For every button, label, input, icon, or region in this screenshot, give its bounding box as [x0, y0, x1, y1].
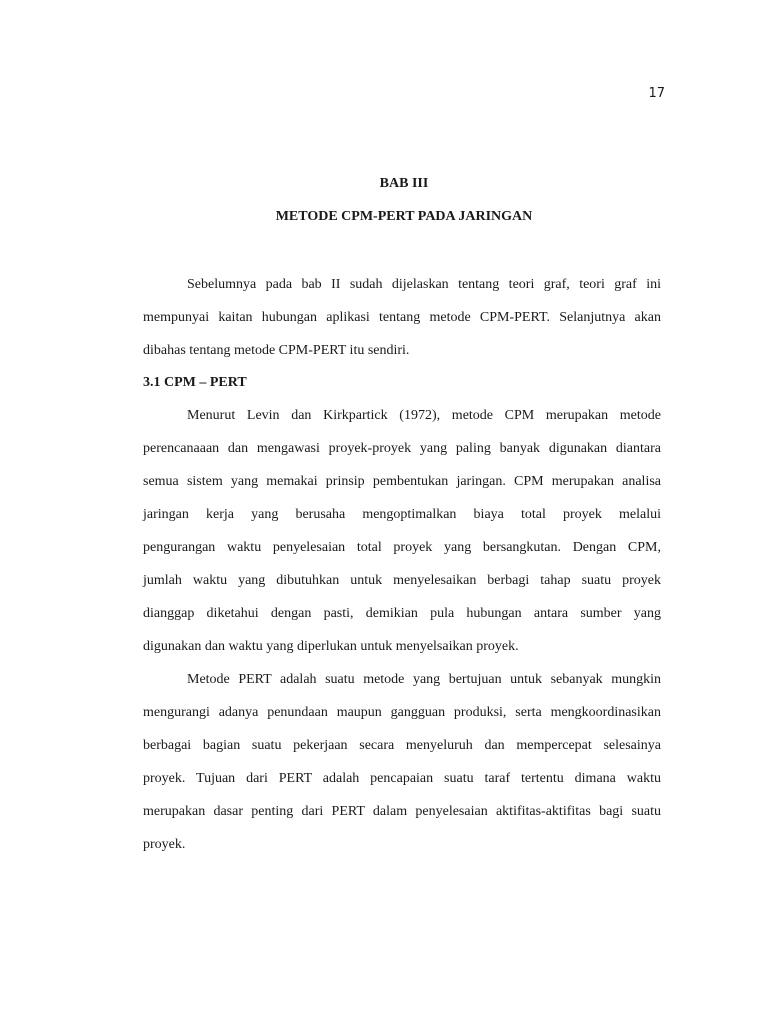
pert-line: proyek. [143, 837, 186, 852]
intro-paragraph [143, 268, 661, 367]
pert-line: merupakan dasar penting dari PERT dalam penyelesaian aktifitas-aktifitas bagi suatu [143, 804, 661, 819]
pert-line: Metode PERT adalah suatu metode yang bertujuan untuk sebanyak mungkin [187, 672, 661, 687]
document-body [143, 268, 661, 861]
pert-line: proyek. Tujuan dari PERT adalah pencapaian suatu taraf tertentu dimana waktu [143, 771, 661, 786]
cpm-paragraph [143, 399, 661, 663]
cpm-line: jaringan kerja yang berusaha mengoptimalkan biaya total proyek melalui [143, 507, 661, 522]
intro-line: Sebelumnya pada bab II sudah dijelaskan tentang teori graf, teori graf ini [187, 277, 661, 292]
pert-line: berbagai bagian suatu pekerjaan secara menyeluruh dan mempercepat selesainya [143, 738, 661, 753]
pert-paragraph [143, 663, 661, 861]
intro-line: mempunyai kaitan hubungan aplikasi tentang metode CPM-PERT. Selanjutnya akan [143, 310, 661, 325]
cpm-line: jumlah waktu yang dibutuhkan untuk menyelesaikan berbagi tahap suatu proyek [143, 573, 661, 588]
cpm-line: dianggap diketahui dengan pasti, demikian pula hubungan antara sumber yang [143, 606, 661, 621]
chapter-label: BAB III [379, 176, 429, 191]
cpm-line: Menurut Levin dan Kirkpartick (1972), metode CPM merupakan metode [187, 408, 661, 423]
page-number: 17 [648, 86, 665, 101]
chapter-title: METODE CPM-PERT PADA JARINGAN [275, 209, 533, 224]
cpm-line: pengurangan waktu penyelesaian total proyek yang bersangkutan. Dengan CPM, [143, 540, 661, 555]
intro-line: dibahas tentang metode CPM-PERT itu sendiri. [143, 343, 410, 358]
pert-line: mengurangi adanya penundaan maupun gangguan produksi, serta mengkoordinasikan [143, 705, 661, 720]
cpm-line: semua sistem yang memakai prinsip pembentukan jaringan. CPM merupakan analisa [143, 474, 661, 489]
cpm-line: digunakan dan waktu yang diperlukan untuk menyelsaikan proyek. [143, 639, 519, 654]
section-heading: 3.1 CPM – PERT [143, 375, 247, 390]
cpm-line: perencanaaan dan mengawasi proyek-proyek yang paling banyak digunakan diantara [143, 441, 661, 456]
